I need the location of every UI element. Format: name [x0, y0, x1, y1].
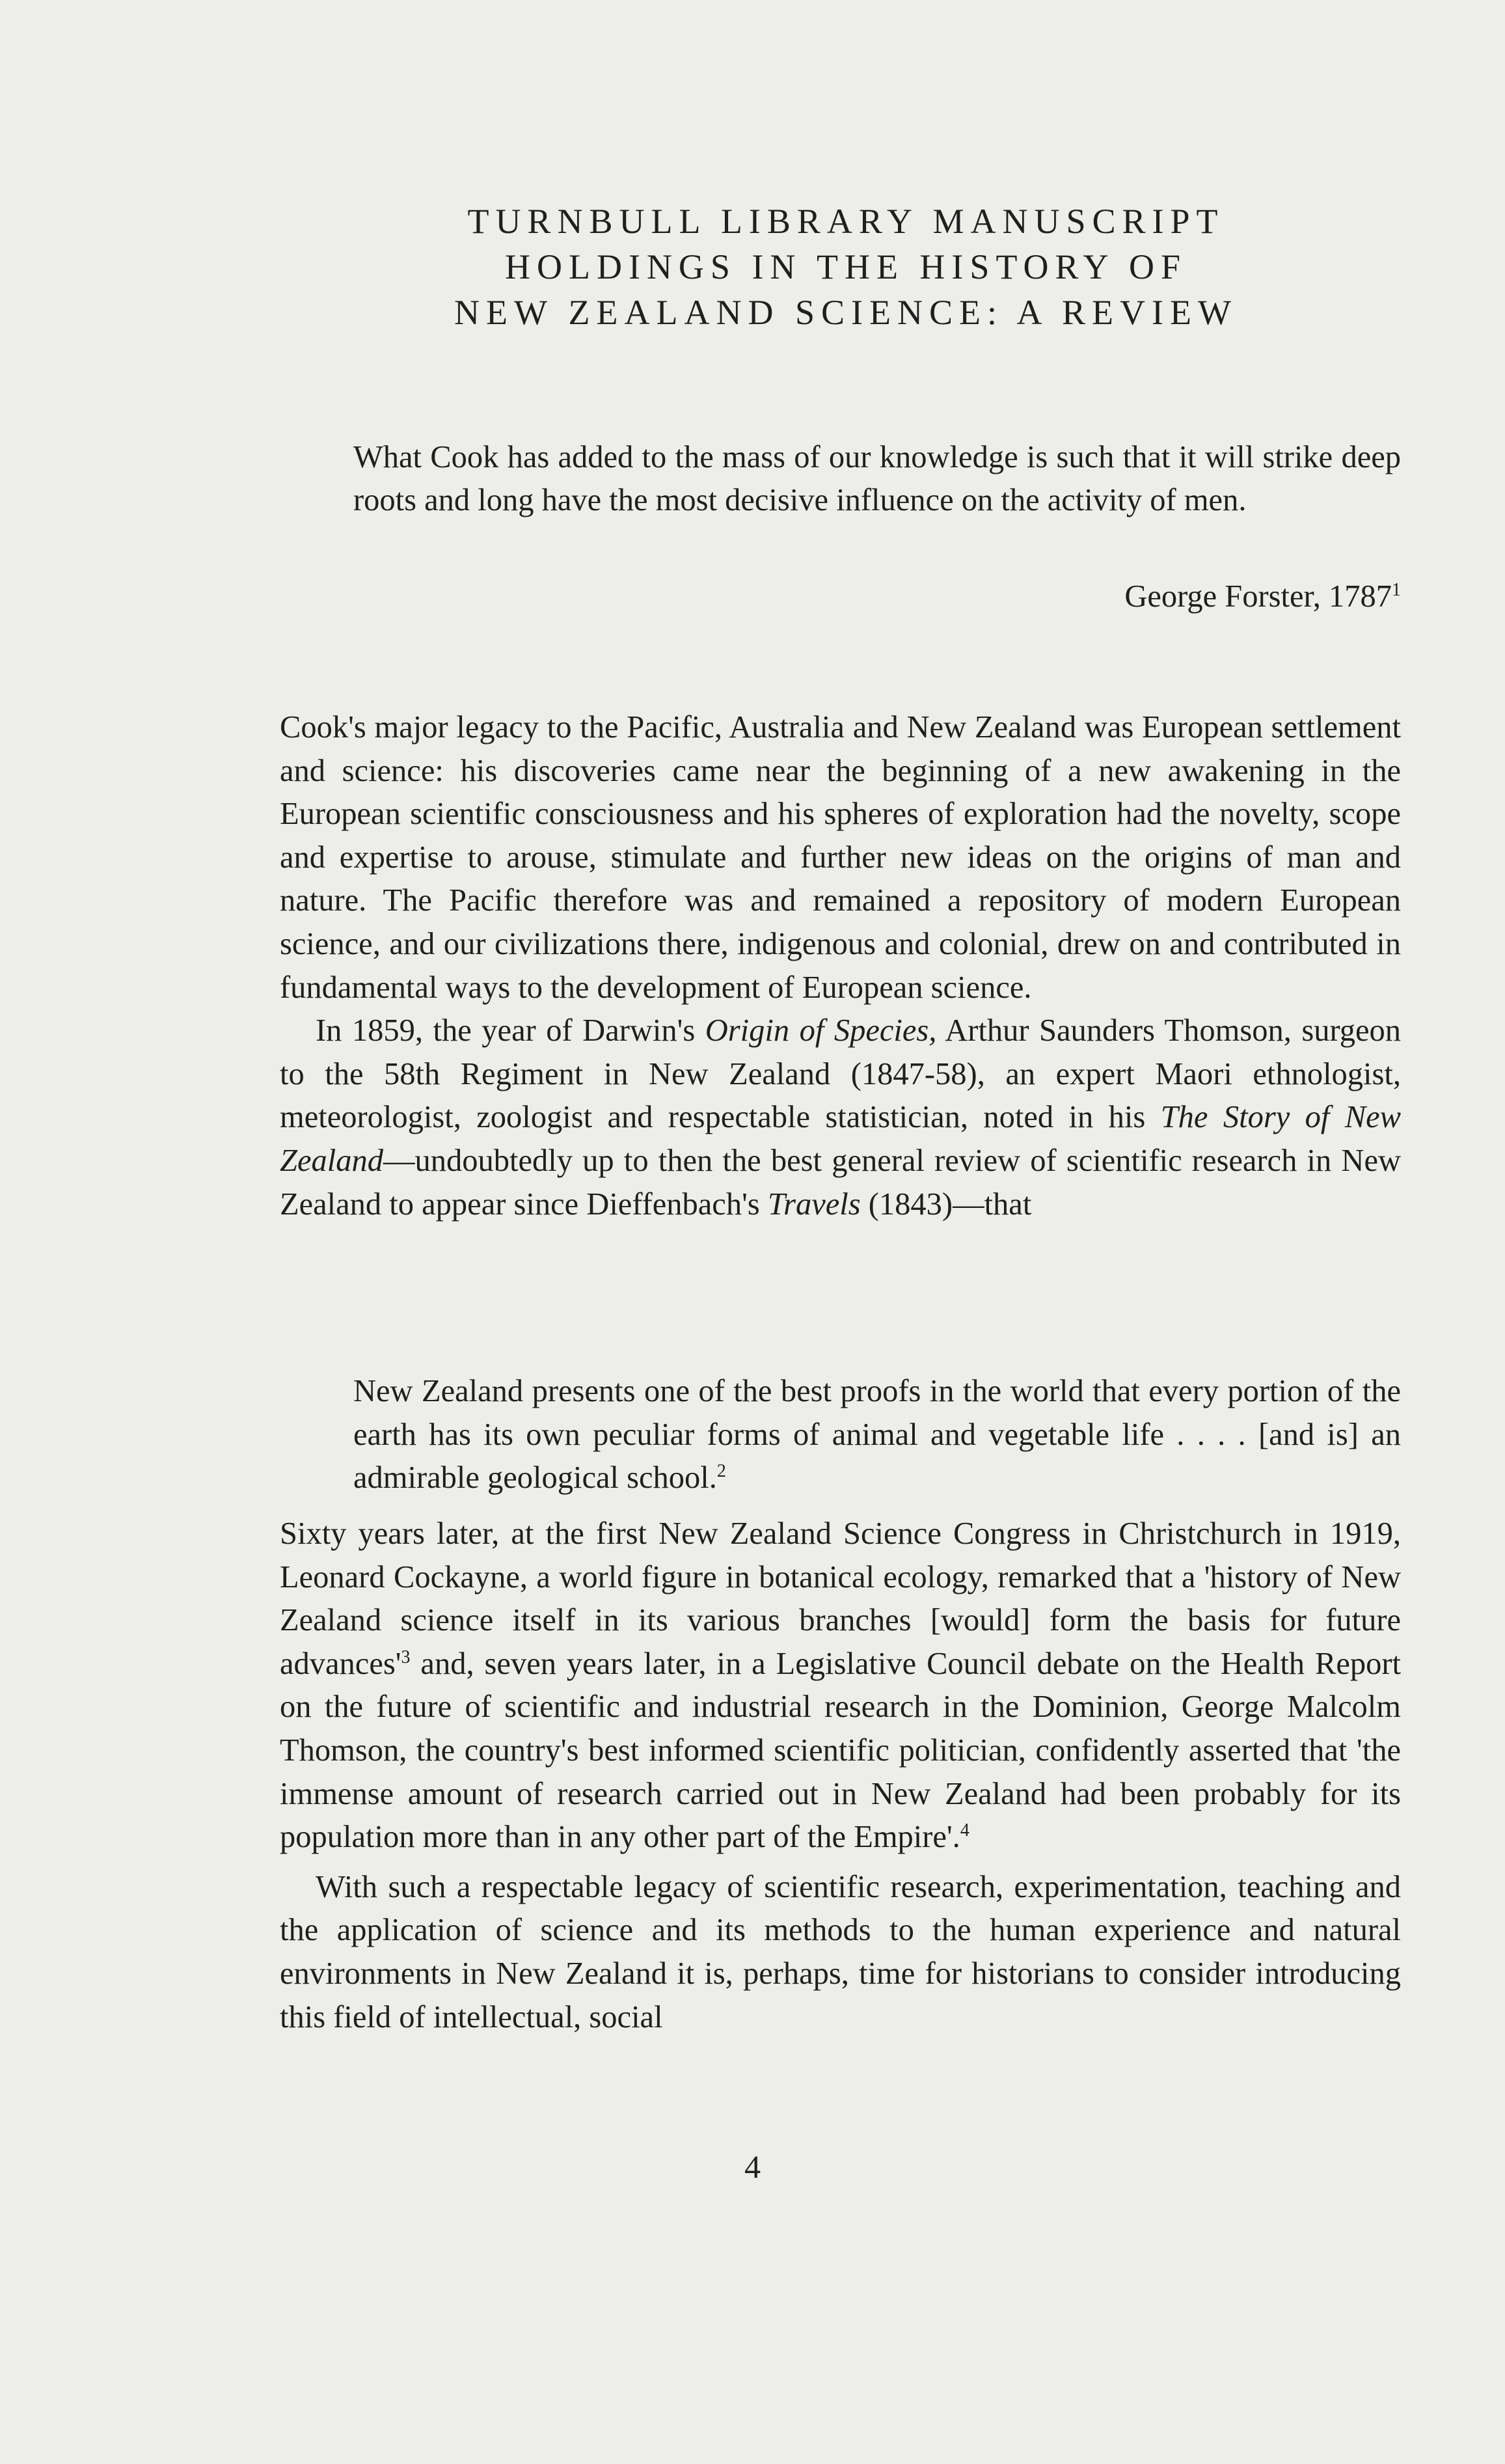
- article-title: [280, 198, 1412, 335]
- paragraph-2-text-a: In 1859, the year of Darwin's: [316, 1013, 705, 1048]
- title-line-2: HOLDINGS IN THE HISTORY OF: [504, 247, 1187, 286]
- paragraph-1: Cook's major legacy to the Pacific, Australia and New Zealand was European settlement and science: his discoveries came near the beginning of a new awakening in the European scientific consciousness and his spheres of exploration had the novelty, scope and expertise to arouse, stimulate and further new ideas on the origins of man and nature. The Pacific therefore was and remained a repository of modern European science, and our civilizations there, indigenous and colonial, drew on and contributed in fundamental ways to the development of European science.: [280, 710, 1401, 1005]
- footnote-ref-3: 3: [401, 1647, 411, 1667]
- footnote-ref-4: 4: [960, 1820, 969, 1841]
- body-section-1: [280, 706, 1401, 1226]
- paragraph-3-text-b: and, seven years later, in a Legislative Council debate on the Health Report on the future of scientific and industrial research in the Dominion, George Malcolm Thomson, the country's best informed scientific politician, confidently asserted that 'the immense amount of research carried out in New Zealand had been probably for its population more than in any other part of the Empire'.: [280, 1646, 1401, 1855]
- epigraph: [353, 436, 1401, 522]
- block-quote-text: New Zealand presents one of the best proofs in the world that every portion of the earth has its own peculiar forms of animal and vegetable life . . . . [and is] an admirable geological school.: [353, 1374, 1401, 1496]
- paragraph-3-text-a: Sixty years later, at the first New Zealand Science Congress in Christchurch in 1919, Leonard Cockayne, a world figure in botanical ecology, remarked that a 'history of New Zealand science itself in its various branches [would] form the basis for future advances': [280, 1516, 1401, 1681]
- paragraph-2-text-c: —undoubtedly up to then the best general review of scientific research in New Zealand to appear since Dieffenbach's: [280, 1143, 1401, 1222]
- block-quote: [353, 1370, 1401, 1500]
- footnote-ref-2: 2: [716, 1461, 726, 1482]
- epigraph-text: What Cook has added to the mass of our knowledge is such that it will strike deep roots and long have the most decisive influence on the activity of men.: [353, 440, 1401, 517]
- paragraph-2-text-d: (1843)—that: [860, 1186, 1032, 1222]
- epigraph-attribution-text: George Forster, 1787: [1124, 579, 1392, 614]
- body-section-2: [280, 1513, 1401, 2039]
- title-travels: Travels: [767, 1186, 861, 1222]
- paragraph-2: [280, 1009, 1401, 1226]
- paragraph-2-text-b: Arthur Saunders Thomson, surgeon to the 58th Regiment in New Zealand (1847-58), an expert Maori ethnologist, meteorologist, zoologist and respectable statistician, noted in his: [280, 1013, 1402, 1135]
- title-line-3: NEW ZEALAND SCIENCE: A REVIEW: [454, 293, 1238, 332]
- footnote-ref-1: 1: [1392, 579, 1401, 600]
- epigraph-attribution: [1124, 575, 1401, 618]
- paragraph-3: [280, 1513, 1401, 1859]
- title-line-1: TURNBULL LIBRARY MANUSCRIPT: [467, 202, 1225, 241]
- paragraph-4: With such a respectable legacy of scientific research, experimentation, teaching and the application of science and its methods to the human experience and natural environments in New Zealand it is, perhaps, time for historians to consider introducing this field of intellectual, social: [280, 1869, 1401, 2034]
- page-number: 4: [744, 2148, 761, 2185]
- title-origin-of-species: Origin of Species,: [705, 1013, 937, 1048]
- title-story-of-new-zealand: The Story of New Zealand: [280, 1100, 1402, 1178]
